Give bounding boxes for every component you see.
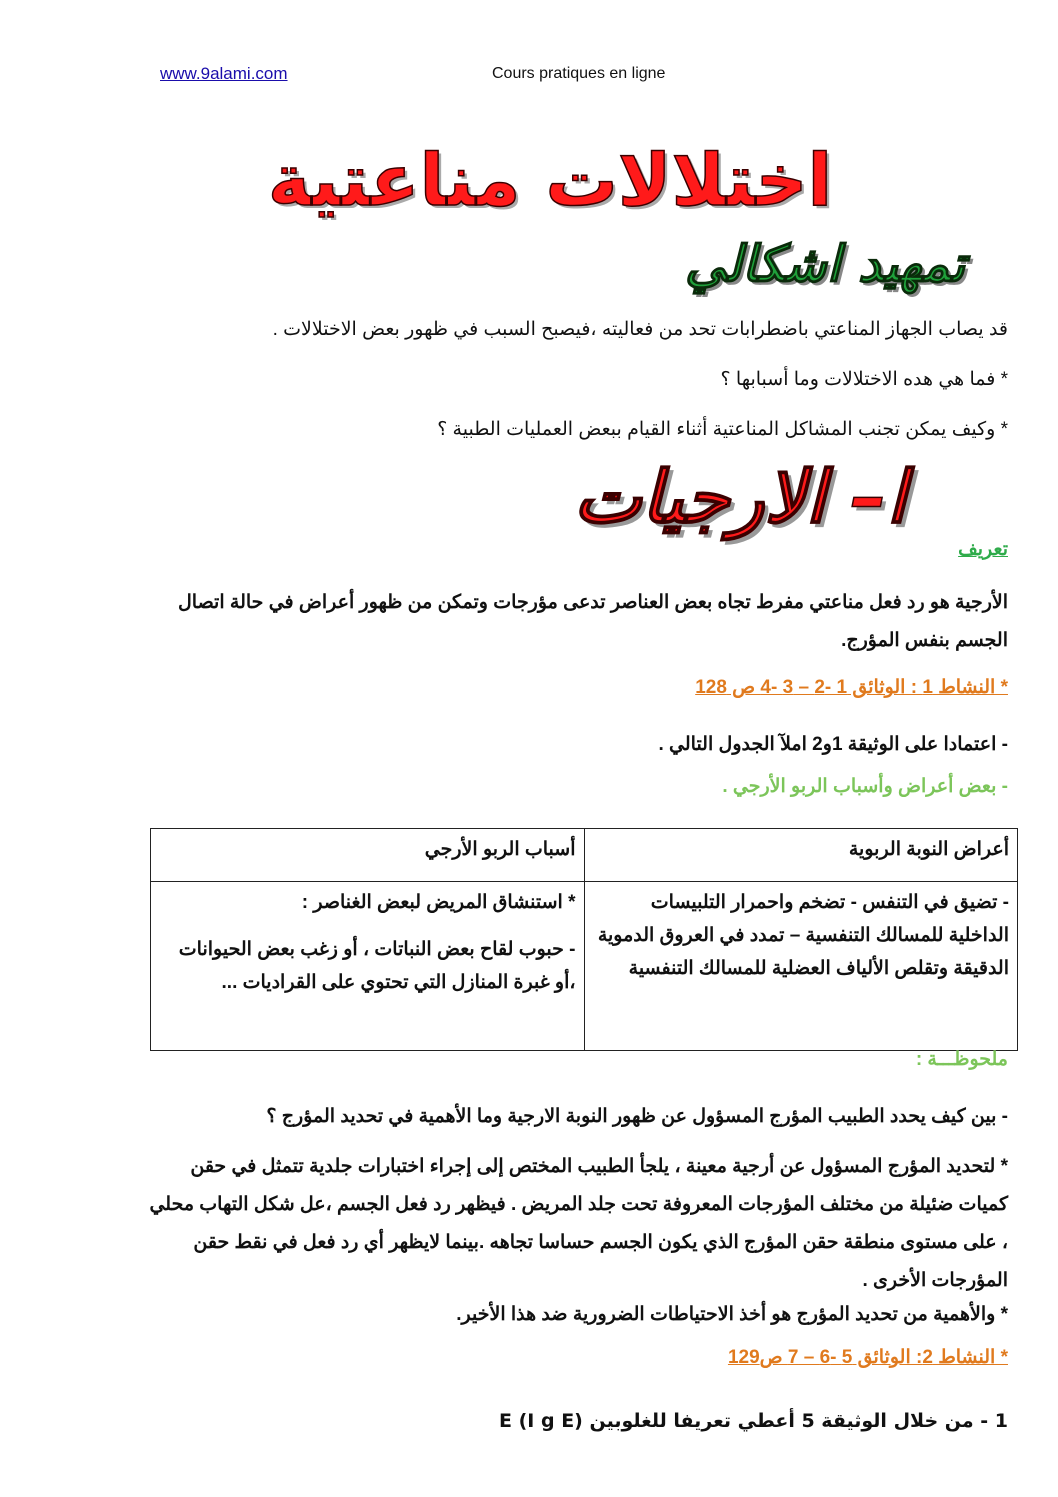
- document-title: اختلالات مناعتية: [267, 138, 833, 222]
- table-cell-causes: [151, 882, 585, 1051]
- table-header-symptoms: أعراض النوبة الربوية: [584, 829, 1018, 882]
- causes-detail: - حبوب لقاح بعض النباتات ، أو زغب بعض الحيوانات ،أو غبرة المنازل التي تحتوي على القراديات ...: [178, 939, 576, 993]
- table-header-row: [151, 829, 1018, 882]
- table-row: [151, 882, 1018, 1051]
- table-cell-symptoms: - تضيق في التنفس - تضخم واحمرار التلبيسات الداخلية للمسالك التنفسية – تمدد في العروق الدموية الدقيقة وتقلص الألياف العضلية للمسالك التنفسية: [584, 882, 1018, 1051]
- note-answer-2: * والأهمية من تحديد المؤرج هو أخذ الاحتياطات الضرورية ضد هذا الأخير.: [456, 1304, 1008, 1325]
- intro-question-1: * فما هي هده الاختلالات وما أسبابها ؟: [720, 369, 1008, 390]
- symptoms-causes-table: [150, 828, 1018, 1051]
- header-subtitle: Cours pratiques en ligne: [492, 65, 666, 82]
- intro-paragraph: قد يصاب الجهاز المناعتي باضطرابات تحد من فعاليته ،فيصبح السبب في ظهور بعض الاختلالات .: [272, 319, 1008, 340]
- note-answer-1: * لتحديد المؤرج المسؤول عن أرجية معينة ، يلجأ الطبيب المختص إلى إجراء اختبارات جلدية تتمثل في حقن كميات ضئيلة من مختلف المؤرجات المعروفة تحت جلد المريض . فيظهر رد فعل الجسم ،عل شكل التهاب محلي ، على مستوى منطقة حقن المؤرج الذي يكون الجسم حساسا تجاهه .بينما لايظهر أي رد فعل في نقط حقن المؤرجات الأخرى .: [149, 1156, 1008, 1291]
- activity-1-subheading: - بعض أعراض وأسباب الربو الأرجي .: [722, 776, 1008, 797]
- causes-intro: * استنشاق المريض لبعض الغناصر :: [301, 892, 576, 913]
- activity-1-instruction: - اعتمادا على الوثيقة 1و2 املآ الجدول التالي .: [658, 734, 1008, 755]
- intro-heading: تمهيد اشكالي: [684, 235, 966, 293]
- note-heading: ملحوظـــة :: [915, 1049, 1008, 1070]
- table-header-causes: أسباب الربو الأرجي: [151, 829, 585, 882]
- activity-2-title: * النشاط 2: الوثائق 5 -6 – 7 ص129: [727, 1347, 1008, 1368]
- activity-2-question-1: 1 - من خلال الوثيقة 5 أعطي تعريفا للغلوبين E (I g E): [499, 1410, 1008, 1432]
- definition-text: الأرجية هو رد فعل مناعتي مفرط تجاه بعض العناصر تدعى مؤرجات وتمكن من ظهور أعراض في حالة اتصال الجسم بنفس المؤرج.: [177, 592, 1008, 651]
- site-link[interactable]: www.9alami.com: [160, 64, 288, 83]
- activity-1-title: * النشاط 1 : الوثائق 1 -2 – 3 -4 ص 128: [695, 677, 1008, 698]
- definition-heading: تعريف: [958, 539, 1008, 560]
- intro-question-2: * وكيف يمكن تجنب المشاكل المناعتية أثناء القيام ببعض العمليات الطبية ؟: [437, 419, 1008, 440]
- note-question: - بين كيف يحدد الطبيب المؤرج المسؤول عن ظهور النوبة الارجية وما الأهمية في تحديد المؤرج ؟: [266, 1106, 1008, 1127]
- section-heading: ا– الارجيات: [573, 455, 907, 539]
